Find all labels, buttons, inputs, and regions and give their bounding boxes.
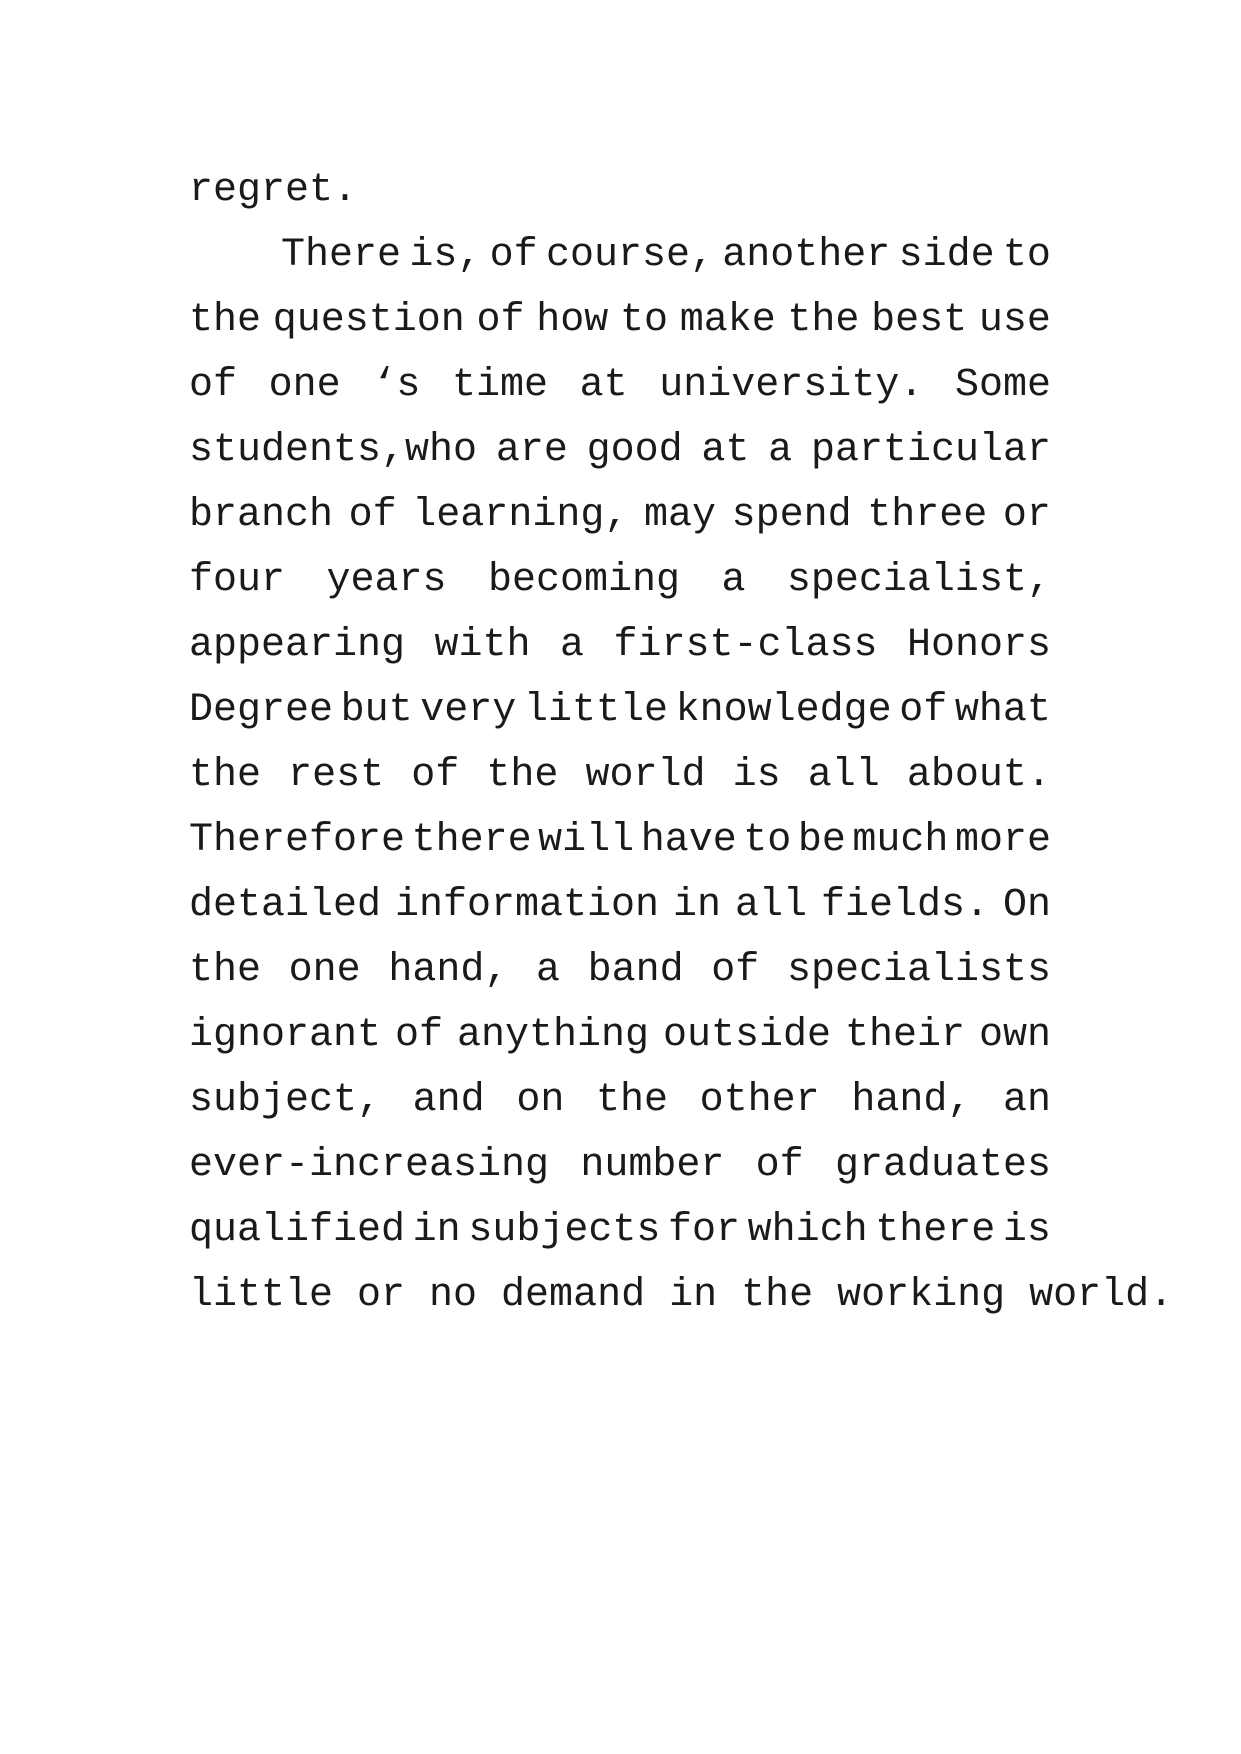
text-line-last: little or no demand in the working world. bbox=[189, 1273, 1174, 1318]
word: of bbox=[711, 948, 760, 993]
word: side bbox=[898, 233, 995, 278]
word: there bbox=[875, 1208, 996, 1253]
word: the bbox=[189, 753, 262, 798]
word: of bbox=[899, 688, 948, 733]
word: There bbox=[281, 233, 402, 278]
word: about. bbox=[906, 753, 1051, 798]
text-line bbox=[189, 1003, 1051, 1068]
text-line bbox=[189, 1133, 1051, 1198]
text-line bbox=[189, 678, 1051, 743]
word: what bbox=[954, 688, 1051, 733]
word: for bbox=[667, 1208, 740, 1253]
word: have bbox=[640, 818, 737, 863]
word: spend bbox=[731, 493, 852, 538]
word: Honors bbox=[906, 623, 1051, 668]
word: specialist, bbox=[786, 558, 1051, 603]
word: On bbox=[1002, 883, 1051, 928]
word: of bbox=[348, 493, 397, 538]
word: best bbox=[871, 298, 968, 343]
word: or bbox=[1002, 493, 1051, 538]
word: subject, bbox=[189, 1078, 382, 1123]
word: world bbox=[585, 753, 706, 798]
word: the bbox=[189, 948, 262, 993]
word: the bbox=[787, 298, 860, 343]
text-line bbox=[189, 613, 1051, 678]
word: number bbox=[580, 1143, 725, 1188]
word: to bbox=[619, 298, 668, 343]
word: band bbox=[587, 948, 684, 993]
word: with bbox=[434, 623, 531, 668]
word: four bbox=[189, 558, 286, 603]
word: of bbox=[489, 233, 538, 278]
word: all bbox=[735, 883, 808, 928]
word: other bbox=[699, 1078, 820, 1123]
word: hand, bbox=[388, 948, 509, 993]
word: university. bbox=[659, 363, 924, 408]
word: on bbox=[516, 1078, 565, 1123]
word: is bbox=[1002, 1208, 1051, 1253]
word: of bbox=[395, 1013, 444, 1058]
word: detailed bbox=[189, 883, 382, 928]
word: time bbox=[451, 363, 548, 408]
word: another bbox=[722, 233, 891, 278]
word: at bbox=[701, 428, 750, 473]
text-line bbox=[189, 418, 1051, 483]
word: question bbox=[272, 298, 465, 343]
word: how bbox=[536, 298, 609, 343]
word: own bbox=[978, 1013, 1051, 1058]
word: of bbox=[476, 298, 525, 343]
word: students,who bbox=[189, 428, 478, 473]
word: good bbox=[586, 428, 683, 473]
word: course, bbox=[545, 233, 714, 278]
text-line bbox=[189, 288, 1051, 353]
word: of bbox=[189, 363, 238, 408]
text-line bbox=[189, 353, 1051, 418]
word: and bbox=[412, 1078, 485, 1123]
text-line bbox=[189, 1068, 1051, 1133]
text-line bbox=[189, 548, 1051, 613]
body-text bbox=[189, 158, 1174, 1328]
word: ignorant bbox=[189, 1013, 382, 1058]
word: knowledge bbox=[675, 688, 892, 733]
word: becoming bbox=[487, 558, 680, 603]
word: Some bbox=[954, 363, 1051, 408]
word: in bbox=[673, 883, 722, 928]
word: much bbox=[852, 818, 949, 863]
word: more bbox=[954, 818, 1051, 863]
word: is bbox=[732, 753, 781, 798]
word: to bbox=[743, 818, 792, 863]
word: graduates bbox=[834, 1143, 1051, 1188]
word: is, bbox=[409, 233, 482, 278]
word: one bbox=[288, 948, 361, 993]
word: fields. bbox=[820, 883, 990, 928]
text-line bbox=[189, 483, 1051, 548]
text-line: regret. bbox=[189, 168, 358, 213]
word: rest bbox=[288, 753, 385, 798]
text-line bbox=[189, 808, 1051, 873]
word: to bbox=[1002, 233, 1051, 278]
word: the bbox=[595, 1078, 668, 1123]
word: particular bbox=[810, 428, 1051, 473]
word: branch bbox=[189, 493, 334, 538]
word: at bbox=[579, 363, 628, 408]
word: there bbox=[411, 818, 532, 863]
word: a bbox=[535, 948, 560, 993]
word: learning, bbox=[412, 493, 629, 538]
word: hand, bbox=[851, 1078, 972, 1123]
word: qualified bbox=[189, 1208, 406, 1253]
word: of bbox=[411, 753, 460, 798]
word: Degree bbox=[189, 688, 334, 733]
text-line bbox=[189, 743, 1051, 808]
word: subjects bbox=[468, 1208, 661, 1253]
word: ‘s bbox=[372, 363, 421, 408]
word: little bbox=[523, 688, 668, 733]
word: information bbox=[395, 883, 660, 928]
word: ever-increasing bbox=[189, 1143, 550, 1188]
word: a bbox=[721, 558, 746, 603]
text-line bbox=[189, 1198, 1051, 1263]
word: all bbox=[807, 753, 880, 798]
word: of bbox=[755, 1143, 804, 1188]
word: which bbox=[747, 1208, 868, 1253]
text-line bbox=[189, 938, 1051, 1003]
word: years bbox=[326, 558, 447, 603]
word: first-class bbox=[613, 623, 878, 668]
word: in bbox=[412, 1208, 461, 1253]
word: their bbox=[844, 1013, 966, 1058]
word: a bbox=[768, 428, 793, 473]
word: specialists bbox=[786, 948, 1051, 993]
word: appearing bbox=[189, 623, 406, 668]
word: make bbox=[679, 298, 776, 343]
text-line bbox=[189, 873, 1051, 938]
word: but bbox=[340, 688, 413, 733]
word: three bbox=[867, 493, 988, 538]
word: a bbox=[559, 623, 584, 668]
word: the bbox=[486, 753, 559, 798]
paragraph-first-line bbox=[189, 223, 1051, 288]
word: will bbox=[538, 818, 635, 863]
word: be bbox=[797, 818, 846, 863]
word: an bbox=[1002, 1078, 1051, 1123]
word: very bbox=[420, 688, 517, 733]
word: use bbox=[978, 298, 1051, 343]
word: the bbox=[189, 298, 262, 343]
word: anything bbox=[456, 1013, 650, 1058]
word: are bbox=[495, 428, 568, 473]
word: outside bbox=[662, 1013, 832, 1058]
word: one bbox=[268, 363, 341, 408]
word: Therefore bbox=[189, 818, 406, 863]
word: may bbox=[643, 493, 716, 538]
